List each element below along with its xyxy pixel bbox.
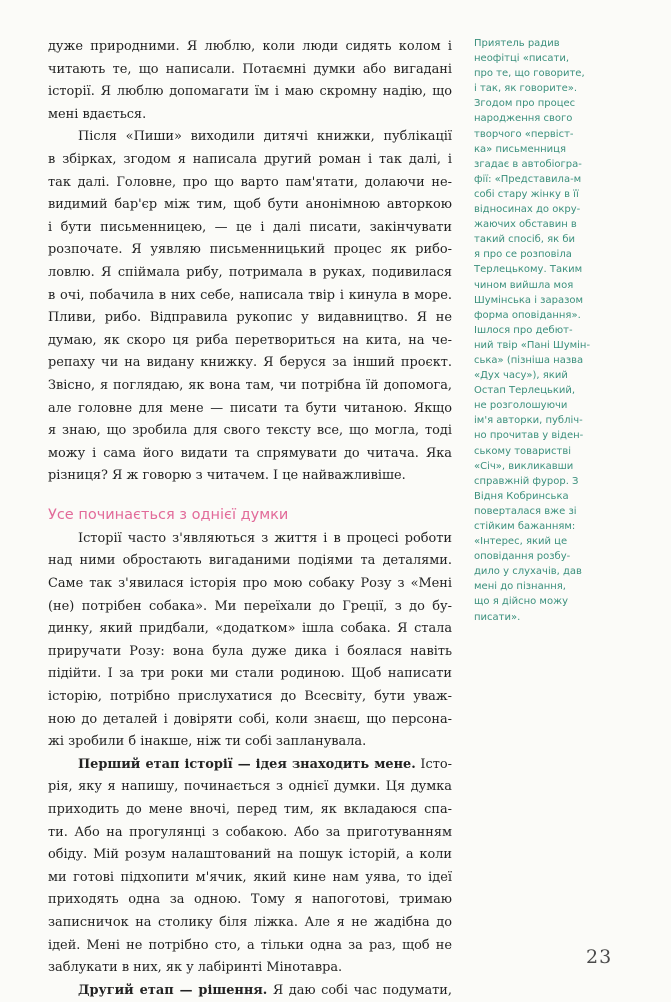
note-line: згадає в автобіогра-: [474, 158, 582, 170]
note-line: Ішлося про дебют-: [474, 324, 573, 336]
note-line: фії: «Представила-м: [474, 173, 582, 185]
text-line: Після «Пиши» виходили дитячі книжки, публікації: [78, 129, 452, 145]
text-line: можу і сама його видати та спрямувати до читача. Яка: [48, 445, 452, 461]
note-line: «Січ», викликавши: [474, 460, 574, 472]
text-line: ною до деталей і довіряти собі, коли знаєш, що персона-: [48, 711, 452, 727]
text-line: історії. Я люблю допомагати їм і маю скромну надію, що: [48, 84, 452, 100]
note-line: «Дух часу»), який: [474, 370, 568, 382]
note-line: Згодом про процес: [474, 98, 576, 110]
text-line: (не) потрібен собака». Ми переїхали до Греції, з до бу-: [48, 598, 452, 614]
note-line: писати».: [474, 611, 521, 623]
note-line: но прочитав у віден-: [474, 430, 584, 442]
note-line: мені до пізнання,: [474, 581, 566, 593]
text-line: [48, 980, 452, 1002]
note-line: Приятель радив: [474, 38, 560, 49]
note-line: такий спосіб, як би: [474, 234, 576, 246]
text-fragment: Істо-: [415, 756, 452, 772]
text-line: видимий бар'єр між тим, щоб бути анонімною авторкою: [48, 197, 452, 213]
text-line: приручати Розу: вона була дуже дика і боялася навіть: [48, 643, 452, 659]
note-line: ському товаристві: [474, 445, 571, 457]
text-line: Історії часто з'являються з життя і в процесі роботи: [78, 530, 452, 546]
paragraph-3: [48, 528, 452, 754]
text-line: я знаю, що зробила для свого тексту все, що могла, тоді: [48, 423, 452, 439]
text-line: репаху чи на видану книжку. Я беруся за інший проєкт.: [48, 355, 452, 371]
text-line: підійти. І за три роки ми стали родиною. Щоб написати: [48, 666, 452, 682]
margin-note: [474, 36, 612, 625]
text-line: записничок на столику біля ліжка. Але я не жадібна до: [48, 914, 452, 930]
text-line: Звісно, я поглядаю, як вона там, чи потрібна їй допомога,: [48, 377, 452, 393]
note-line: справжній фурор. З: [474, 475, 579, 487]
text-line: заблукати в них, як у лабіринті Мінотавра.: [48, 960, 343, 976]
paragraph-4: [48, 754, 452, 980]
text-line: ми готові підхопити м'ячик, який кине нам уява, то ідеї: [48, 869, 452, 885]
note-line: оповідання розбу-: [474, 551, 571, 563]
text-line: приходить до мене вночі, перед тим, як вкладаюся спа-: [48, 802, 452, 817]
note-line: творчого «первіст-: [474, 128, 574, 140]
note-line: жаючих обставин в: [474, 219, 577, 231]
note-line: Терлецькому. Таким: [474, 264, 583, 276]
text-line: приходять одна за одною. Тому я напоготові, тримаю: [48, 892, 452, 908]
text-line: історію, потрібно прислухатися до Всесвіту, бути уваж-: [48, 689, 452, 705]
note-line: народження свого: [474, 113, 573, 125]
note-line: Остап Терлецький,: [474, 385, 576, 397]
note-line: собі стару жінку в її: [474, 188, 579, 200]
text-line: різниця? Я ж говорю з читачем. І це найважливіше.: [48, 468, 406, 484]
text-fragment: Я даю собі час подумати,: [267, 982, 452, 998]
paragraph-5: [48, 980, 452, 1002]
note-line: Шумінська і заразом: [474, 294, 584, 306]
text-line: жі зробили б інакше, ніж ти собі запланувала.: [48, 734, 367, 750]
note-line: дило у слухачів, дав: [474, 566, 582, 578]
text-line: Пливи, рибо. Відправила рукопис у видавництво. Я не: [48, 310, 452, 326]
paragraph-1: [48, 36, 452, 126]
text-line: так далі. Головне, про що варто пам'ятати, долаючи не-: [48, 174, 452, 190]
stage-one-label: Перший етап історії — ідея знаходить мене.: [78, 756, 416, 772]
stage-two-label: Другий етап — рішення.: [78, 982, 268, 998]
text-line: ідей. Мені не потрібно сто, а тільки одна за раз, щоб не: [48, 937, 452, 953]
note-line: «Інтерес, який це: [474, 536, 568, 548]
text-line: в очі, побачила в них себе, написала твір і кинула в море.: [48, 287, 452, 303]
note-line: ім'я авторки, публіч-: [474, 415, 583, 427]
note-line: форма оповідання».: [474, 309, 581, 321]
text-line: обіду. Мій розум налаштований на пошук історій, а коли: [48, 847, 452, 863]
text-line: ловлю. Я спіймала рибу, потримала в руках, подивилася: [48, 264, 452, 280]
text-line: динку, який придбали, «додатком» ішла собака. Я стала: [48, 621, 452, 637]
note-line: що я дійсно можу: [474, 596, 569, 608]
note-line: ська» (пізніша назва: [474, 354, 584, 366]
text-line: але головне для мене — писати та бути читаною. Якщо: [48, 400, 452, 416]
note-line: чином вийшла моя: [474, 279, 574, 291]
note-line: і так, як говорите».: [474, 83, 578, 95]
note-line: Відня Кобринська: [474, 490, 569, 502]
text-line: над ними обростають вигаданими подіями та деталями.: [48, 553, 452, 569]
text-line: думаю, як скоро ця риба перетвориться на кита, на че-: [48, 332, 452, 348]
note-line: я про се розповіла: [474, 249, 572, 261]
text-line: дуже природними. Я люблю, коли люди сидять колом і: [48, 39, 452, 54]
section-heading: Усе починається з однієї думки: [48, 506, 289, 523]
note-line: неофітці «писати,: [474, 53, 570, 65]
note-line: про те, що говорите,: [474, 68, 585, 80]
text-line: мені вдається.: [48, 106, 147, 122]
note-line: поверталася вже зі: [474, 505, 577, 517]
note-line: ний твір «Пані Шумін-: [474, 339, 591, 351]
text-line: розпочате. Я уявляю письменницький процес як рибо-: [48, 242, 452, 258]
note-line: відносинах до окру-: [474, 204, 581, 216]
note-line: стійким бажанням:: [474, 521, 576, 532]
note-line: ка» письменниця: [474, 143, 566, 155]
text-line: і бути письменницею, — це і далі писати, закінчувати: [48, 219, 452, 235]
text-line: в збірках, згодом я написала другий роман і так далі, і: [48, 151, 452, 167]
text-line: читають те, що написали. Потаємні думки або вигадані: [48, 61, 452, 77]
text-line: ти. Або на прогулянці з собакою. Або за приготуванням: [48, 824, 452, 840]
text-line: рія, яку я напишу, починається з однієї думки. Ця думка: [48, 779, 452, 795]
text-line: Саме так з'явилася історія про мою собаку Розу з «Мені: [48, 576, 452, 592]
text-line: [48, 754, 452, 777]
page-number: 23: [586, 946, 613, 968]
note-line: не розголошуючи: [474, 400, 568, 412]
main-text-column: [48, 36, 452, 1002]
paragraph-2: [48, 126, 452, 488]
